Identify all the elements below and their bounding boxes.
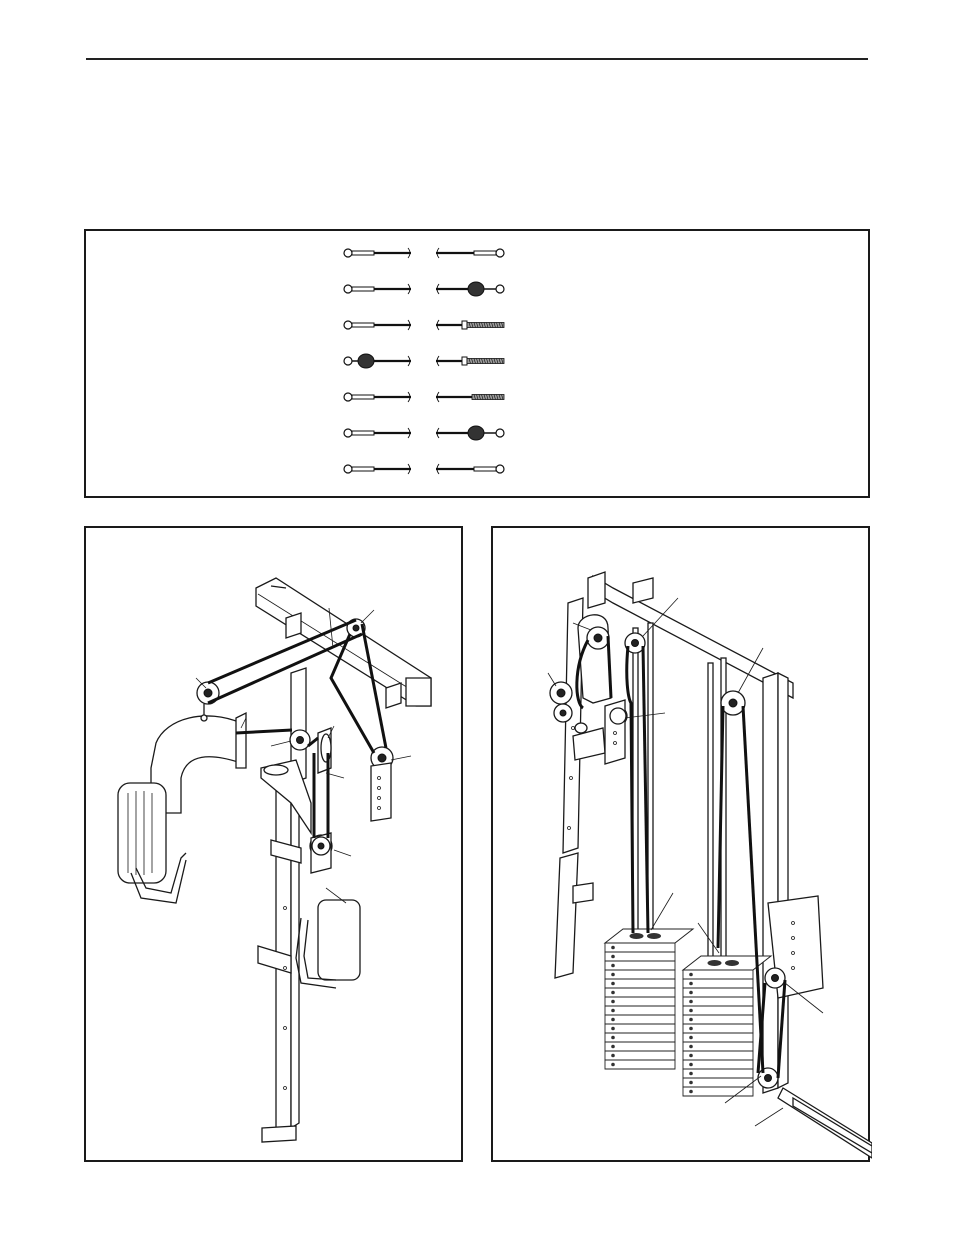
selector-hole	[611, 1045, 615, 1049]
cable-key-row	[344, 426, 504, 440]
pulley-right	[371, 747, 393, 821]
selector-hole	[689, 1054, 693, 1058]
rod-hole	[630, 933, 644, 939]
front-post	[258, 773, 301, 1142]
ferrule	[474, 467, 496, 471]
weight-plate	[683, 970, 753, 979]
ball-stop	[358, 354, 374, 368]
eyelet-end	[496, 285, 504, 293]
pulley-center	[605, 700, 627, 764]
selector-hole	[689, 1027, 693, 1031]
selector-hole	[689, 973, 693, 977]
cable-key-row	[344, 248, 504, 258]
ferrule	[352, 287, 374, 291]
ball-stop	[468, 426, 484, 440]
weight-stack-illustration	[493, 528, 872, 1164]
weight-plate	[605, 970, 675, 979]
cable-key-panel	[84, 229, 870, 498]
selector-hole	[611, 1063, 615, 1067]
pulley-bottom	[758, 1068, 778, 1088]
hex-nut	[462, 321, 467, 329]
press-arm-illustration	[86, 528, 465, 1164]
weight-plate	[683, 997, 753, 1006]
weight-plate	[683, 1033, 753, 1042]
selector-hole	[611, 1054, 615, 1058]
weight-plate	[683, 1024, 753, 1033]
eyelet-end	[344, 249, 352, 257]
cable-key-row	[344, 320, 504, 330]
selector-hole	[689, 1081, 693, 1085]
pulley-middle	[290, 730, 310, 750]
selector-hole	[611, 1036, 615, 1040]
ball-stop	[468, 282, 484, 296]
cable-key-row	[344, 464, 504, 474]
selector-hole	[611, 1009, 615, 1013]
selector-hole	[689, 982, 693, 986]
hex-nut	[462, 357, 467, 365]
weight-plate	[605, 1024, 675, 1033]
selector-hole	[689, 1036, 693, 1040]
eyelet-end	[496, 249, 504, 257]
rod-hole	[647, 933, 661, 939]
pulley-lower	[310, 833, 332, 873]
ferrule	[352, 467, 374, 471]
eyelet-end	[344, 285, 352, 293]
selector-hole	[689, 1063, 693, 1067]
weight-plate	[605, 952, 675, 961]
ferrule	[352, 323, 374, 327]
weight-plate	[683, 1051, 753, 1060]
selector-hole	[611, 982, 615, 986]
weight-plate	[683, 1015, 753, 1024]
weight-plate	[683, 1042, 753, 1051]
selector-hole	[689, 991, 693, 995]
eyelet-end	[344, 321, 352, 329]
top-rule	[86, 58, 868, 60]
cable-key-row	[344, 282, 504, 296]
weight-plate	[605, 1033, 675, 1042]
weight-stack-cable-diagram	[491, 526, 870, 1162]
selector-hole	[689, 1018, 693, 1022]
rod-hole	[708, 960, 722, 966]
selector-hole	[689, 1090, 693, 1094]
weight-plate	[683, 988, 753, 997]
cable-key-row	[344, 392, 504, 402]
selector-hole	[689, 1009, 693, 1013]
selector-hole	[611, 1027, 615, 1031]
weight-plate	[605, 1042, 675, 1051]
eyelet-end	[344, 393, 352, 401]
selector-hole	[689, 1000, 693, 1004]
weight-plate	[605, 979, 675, 988]
lower-pad	[296, 888, 360, 988]
ferrule	[474, 251, 496, 255]
eyelet-end	[344, 357, 352, 365]
weight-plate	[683, 979, 753, 988]
pulley-top-right	[721, 691, 745, 715]
selector-hole	[611, 946, 615, 950]
cable-key-row	[344, 354, 504, 368]
selector-hole	[611, 973, 615, 977]
weight-plate	[605, 1051, 675, 1060]
pulley-lower-right	[765, 968, 785, 988]
ferrule	[352, 251, 374, 255]
selector-hole	[611, 1018, 615, 1022]
weight-stack-left	[605, 929, 693, 1069]
selector-hole	[611, 964, 615, 968]
eyelet-end	[344, 429, 352, 437]
weight-plate	[605, 943, 675, 952]
weight-plate	[605, 1015, 675, 1024]
selector-hole	[611, 955, 615, 959]
eyelet-end	[496, 465, 504, 473]
press-arm	[118, 713, 246, 903]
weight-plate	[605, 997, 675, 1006]
ferrule	[352, 395, 374, 399]
press-arm-cable-diagram	[84, 526, 463, 1162]
weight-plate	[605, 1060, 675, 1069]
selector-hole	[611, 991, 615, 995]
rod-hole	[725, 960, 739, 966]
weight-plate	[605, 961, 675, 970]
eyelet-end	[344, 465, 352, 473]
selector-hole	[611, 1000, 615, 1004]
weight-plate	[605, 988, 675, 997]
weight-plate	[683, 1006, 753, 1015]
weight-plate	[605, 1006, 675, 1015]
weight-plate	[683, 1087, 753, 1096]
weight-plate	[683, 1069, 753, 1078]
weight-plate	[683, 1060, 753, 1069]
ferrule	[352, 431, 374, 435]
eyelet-end	[496, 429, 504, 437]
cable-key-drawing	[86, 231, 872, 500]
weight-plate	[683, 1078, 753, 1087]
selector-hole	[689, 1045, 693, 1049]
selector-hole	[689, 1072, 693, 1076]
